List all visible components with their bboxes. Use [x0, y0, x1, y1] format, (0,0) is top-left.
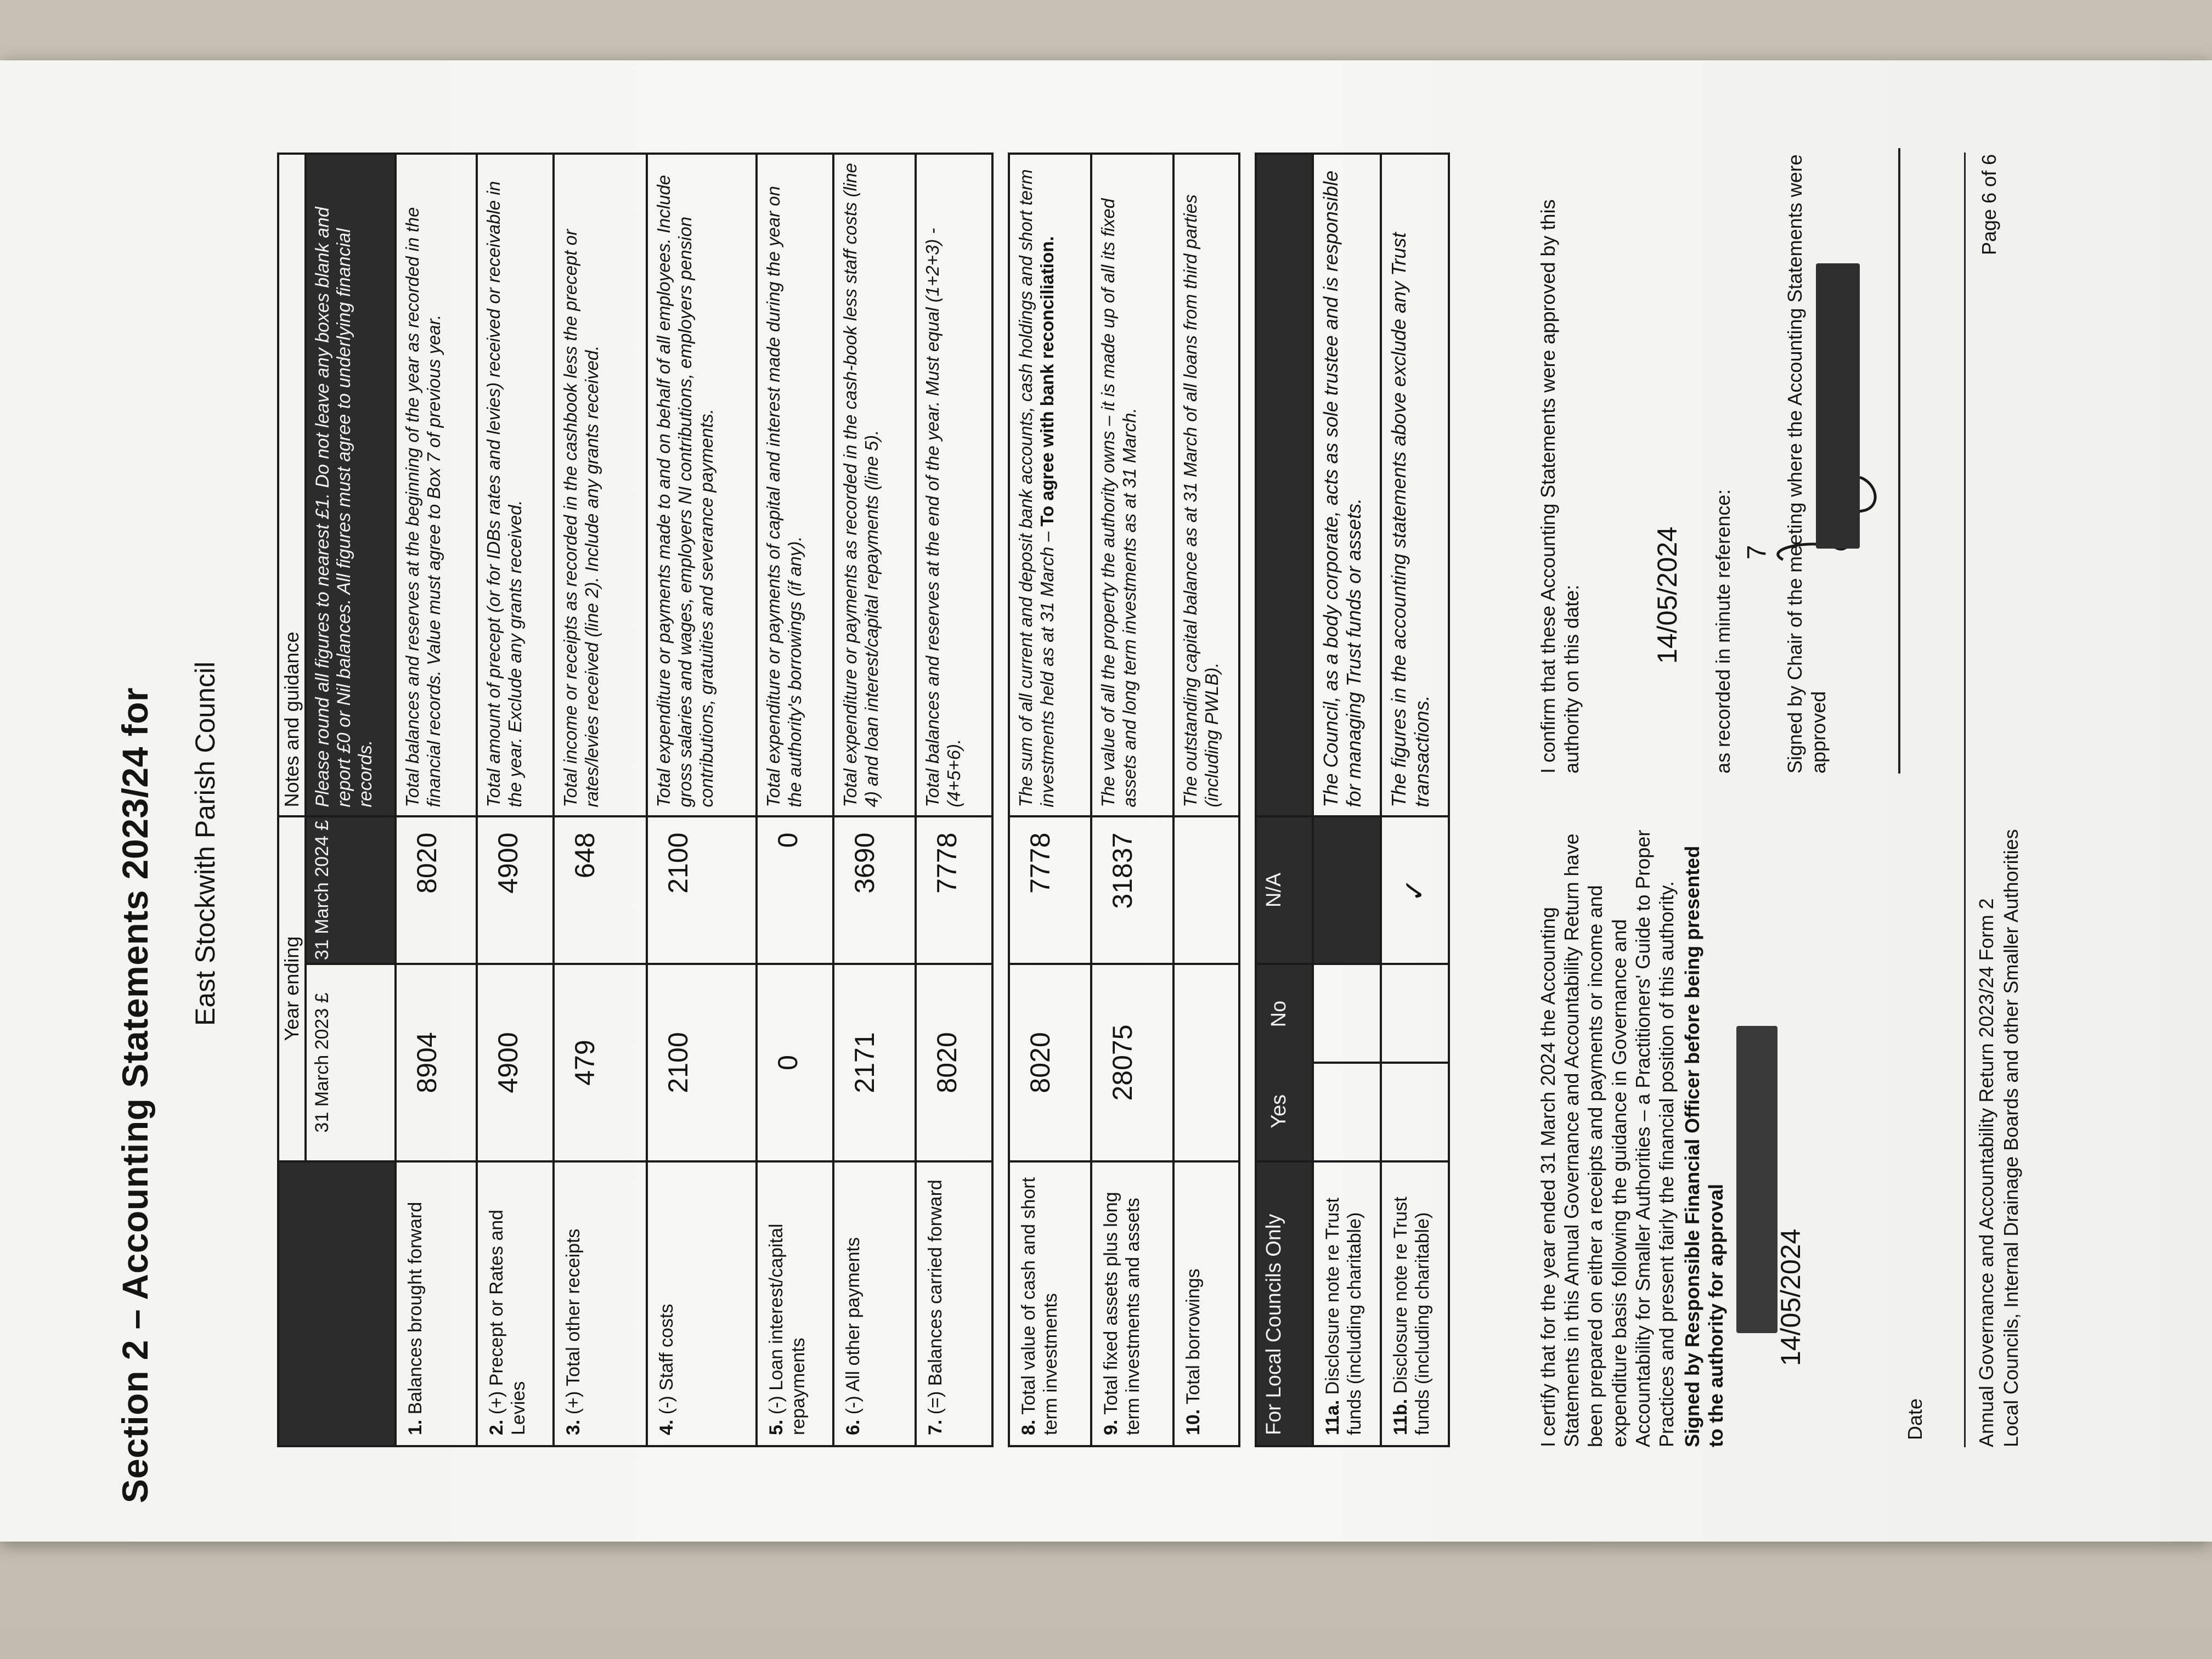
row-number: 9.	[1101, 1419, 1121, 1435]
section-title: Section 2 – Accounting Statements 2023/24 for	[115, 687, 155, 1503]
row-label-text: Total fixed assets plus long term investments and assets	[1101, 1192, 1144, 1435]
table-row	[1313, 154, 1381, 1446]
row-number: 6.	[843, 1419, 864, 1435]
row-number: 11a.	[1322, 1400, 1343, 1435]
table-row	[1091, 154, 1173, 1446]
row-label	[1009, 1161, 1091, 1446]
row-number: 8.	[1018, 1419, 1039, 1435]
table-row	[554, 154, 647, 1446]
footer-line-1: Annual Governance and Accountability Return 2023/24 Form 2	[1975, 898, 1997, 1447]
value-2024: 2100	[647, 816, 757, 964]
na-checkbox-ticked: ✓	[1381, 816, 1449, 964]
value-2023: 2100	[647, 964, 757, 1161]
row-number: 4.	[656, 1419, 677, 1435]
row-label	[477, 1161, 554, 1446]
row-number: 11b.	[1390, 1398, 1411, 1435]
table-row	[1173, 154, 1239, 1446]
page-number: Page 6 of 6	[1978, 154, 2000, 255]
header-blank-cell	[278, 1161, 396, 1446]
yes-no-cells	[1313, 964, 1381, 1161]
value-2024: 7778	[1009, 816, 1091, 964]
row-label-text: (-) Loan interest/capital repayments	[766, 1223, 809, 1435]
value-2023: 8904	[396, 964, 477, 1161]
col-2023-header: 31 March 2023 £	[306, 964, 396, 1161]
row-label	[647, 1161, 757, 1446]
row-number: 1.	[405, 1419, 426, 1435]
accounting-statements-table	[277, 153, 1450, 1447]
table-gap	[1239, 154, 1256, 1446]
table-row	[477, 154, 554, 1446]
row-note: Total balances and reserves at the end of the year. Must equal (1+2+3) - (4+5+6).	[916, 154, 992, 816]
value-2024: 648	[554, 816, 647, 964]
row-label	[1173, 1161, 1239, 1446]
date-label: Date	[1904, 1398, 1926, 1440]
yes-checkbox	[1382, 1062, 1448, 1160]
yes-header: Yes	[1267, 1094, 1290, 1128]
row-label-text: (-) All other payments	[843, 1237, 864, 1415]
row-number: 2.	[486, 1419, 507, 1435]
table-row	[757, 154, 833, 1446]
row-note: Total balances and reserves at the beginning of the year as recorded in the financial records. Value must agree to Box 7 of previous year.	[396, 154, 477, 816]
row-label	[396, 1161, 477, 1446]
col-2024-header: 31 March 2024 £	[306, 816, 396, 964]
row-label-text: (=) Balances carried forward	[925, 1180, 946, 1415]
no-checkbox	[1382, 965, 1448, 1062]
value-2024: 0	[757, 816, 833, 964]
row-number: 3.	[563, 1419, 584, 1435]
row-note: Total expenditure or payments of capital and interest made during the year on the authority's borrowings (if any).	[757, 154, 833, 816]
row-note: Total amount of precept (or for IDBs rates and levies) received or receivable in the year. Exclude any grants received.	[477, 154, 554, 816]
row-label-text: Total borrowings	[1183, 1268, 1204, 1404]
row-note-text: The outstanding capital balance as at 31 March of all loans from third parties (including PWLB).	[1180, 194, 1222, 808]
table-row	[916, 154, 992, 1446]
yes-checkbox	[1314, 1062, 1380, 1160]
row-label-text: Disclosure note re Trust funds (including charitable)	[1322, 1198, 1365, 1435]
redacted-signature	[1736, 1026, 1778, 1333]
no-checkbox	[1314, 965, 1380, 1062]
chair-signature-label: Signed by Chair of the meeting where the Accounting Statements were approved	[1784, 154, 1830, 774]
value-2023: 0	[757, 964, 833, 1161]
notes-subheader: Please round all figures to nearest £1. Do not leave any boxes blank and report £0 or Nil balances. All figures must agree to underlying financial records.	[306, 154, 396, 816]
authority-name: East Stockwith Parish Council	[190, 661, 221, 1026]
minute-reference-label: as recorded in minute reference:	[1712, 489, 1734, 774]
footer-rule	[1964, 153, 1966, 1447]
row-note: Total income or receipts as recorded in the cashbook less the precept or rates/levies received (line 2). Include any grants received.	[554, 154, 647, 816]
value-2024: 4900	[477, 816, 554, 964]
value-2024: 31837	[1091, 816, 1173, 964]
no-header: No	[1267, 1000, 1290, 1028]
row-label	[757, 1161, 833, 1446]
value-2023: 8020	[916, 964, 992, 1161]
value-2024: 7778	[916, 816, 992, 964]
value-2023: 8020	[1009, 964, 1091, 1161]
local-notes-header	[1256, 154, 1313, 816]
value-2023: 479	[554, 964, 647, 1161]
document-page	[0, 60, 2212, 1542]
row-label-text: Balances brought forward	[405, 1201, 426, 1415]
row-note: Total expenditure or payments as recorded in the cash-book less staff costs (line 4) and loan interest/capital repayments (line 5).	[833, 154, 916, 816]
value-2024: 8020	[396, 816, 477, 964]
row-number: 5.	[766, 1419, 787, 1435]
row-number: 10.	[1183, 1409, 1204, 1435]
approval-confirmation: I confirm that these Accounting Statements were approved by this authority on this date:	[1537, 199, 1583, 774]
value-2024	[1173, 816, 1239, 964]
table-row	[647, 154, 757, 1446]
row-note-text: The value of all the property the authority owns – it is made up of all its fixed assets and long term investments as at 31 March.	[1098, 198, 1139, 808]
table-row	[1009, 154, 1091, 1446]
row-label-text: (+) Precept or Rates and Levies	[486, 1209, 529, 1435]
value-2023: 28075	[1091, 964, 1173, 1161]
row-label	[916, 1161, 992, 1446]
minute-reference: 7	[1742, 545, 1771, 560]
table-row	[833, 154, 916, 1446]
approval-date: 14/05/2024	[1652, 526, 1683, 664]
row-label	[833, 1161, 916, 1446]
row-label	[1091, 1161, 1173, 1446]
row-label	[554, 1161, 647, 1446]
local-councils-header	[1256, 154, 1313, 1446]
value-2024: 3690	[833, 816, 916, 964]
na-checkbox	[1313, 816, 1381, 964]
row-number: 7.	[925, 1419, 946, 1435]
row-note: The figures in the accounting statements above exclude any Trust transactions.	[1381, 154, 1449, 816]
row-note-bold: To agree with bank reconciliation.	[1036, 236, 1057, 527]
redacted-chair-signature	[1816, 263, 1860, 549]
local-councils-only-label: For Local Councils Only	[1256, 1161, 1313, 1446]
paper-sheet	[0, 60, 2212, 1542]
table-row	[1381, 154, 1449, 1446]
signature-line	[1898, 148, 1900, 774]
row-note	[1173, 154, 1239, 816]
row-note: Total expenditure or payments made to and on behalf of all employees. Include gross salaries and wages, employers NI contributions, employers pension contributions, gratuities and severance payments.	[647, 154, 757, 816]
row-note-text: The sum of all current and deposit bank accounts, cash holdings and short term investments held as at 31 March –	[1015, 169, 1057, 808]
table-gap	[992, 154, 1009, 1446]
notes-header: Notes and guidance	[278, 154, 306, 816]
row-label-text: Disclosure note re Trust funds (including charitable)	[1390, 1197, 1434, 1435]
yes-no-cells	[1381, 964, 1449, 1161]
row-label-text: (-) Staff costs	[656, 1304, 677, 1415]
row-label-text: (+) Total other receipts	[563, 1228, 584, 1415]
table-header-row	[278, 154, 306, 1446]
footer-line-2: Local Councils, Internal Drainage Boards and other Smaller Authorities	[2000, 829, 2022, 1447]
value-2023	[1173, 964, 1239, 1161]
rfo-signature-label: Signed by Responsible Financial Officer before being presented to the authority for approval	[1681, 845, 1728, 1447]
na-header: N/A	[1256, 816, 1313, 964]
row-note: The Council, as a body corporate, acts as sole trustee and is responsible for managing Trust funds or assets.	[1313, 154, 1381, 816]
year-ending-header: Year ending	[278, 816, 306, 1161]
row-label-text: Total value of cash and short term investments	[1018, 1177, 1062, 1435]
row-note	[1091, 154, 1173, 816]
rfo-certification	[1536, 822, 1728, 1447]
value-2023: 2171	[833, 964, 916, 1161]
rfo-date: 14/05/2024	[1775, 1228, 1806, 1366]
row-label	[1313, 1161, 1381, 1446]
value-2023: 4900	[477, 964, 554, 1161]
table-row	[396, 154, 477, 1446]
rfo-certification-text: I certify that for the year ended 31 March 2024 the Accounting Statements in this Annual Governance and Accountability Return have been prepared on either a receipts and payments or income and expenditure basis following the guidance in Governance and Accountability for Smaller Authorities – a Practitioners' Guide to Proper Practices and present fairly the financial position of this authority.	[1537, 830, 1678, 1447]
row-note	[1009, 154, 1091, 816]
yes-no-header	[1256, 964, 1313, 1161]
row-label	[1381, 1161, 1449, 1446]
